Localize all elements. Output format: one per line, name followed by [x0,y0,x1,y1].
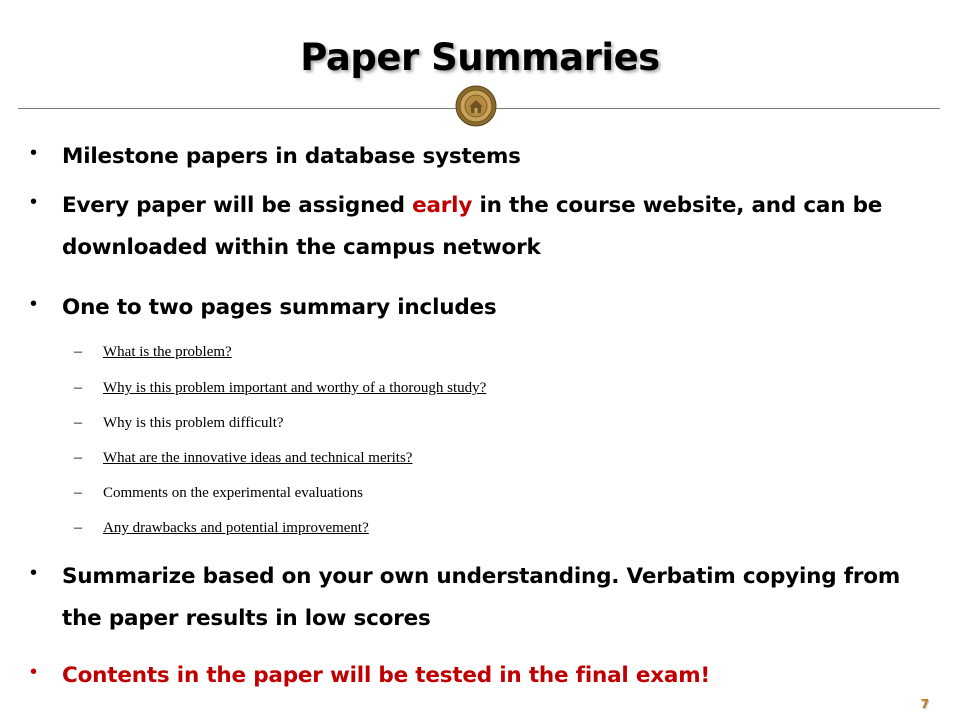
bullet-dot: • [30,191,38,213]
sub-list-item [74,412,774,436]
dash-marker: – [74,379,82,396]
bullet-text [62,185,932,269]
bullet-text-part: Every paper will be assigned [62,193,413,218]
bullet-text: Summarize based on your own understanding. Verbatim copying from the paper results in low scores [62,564,901,631]
emphasis-word: early [412,193,473,218]
dash-marker: – [74,519,82,536]
bullet-dot: • [30,142,38,164]
bullet-text-part: in the course website, and can be downloaded within the campus network [62,193,883,260]
dash-marker: – [74,343,82,360]
bullet-dot: • [30,562,38,584]
page-number: 7 [920,697,929,711]
bullet-dot: • [30,293,38,315]
dash-marker: – [74,484,82,501]
sub-item-text: What are the innovative ideas and technical merits? [103,450,413,466]
university-seal-icon [455,85,497,127]
bullet-text: One to two pages summary includes [62,295,497,320]
bullet-text: Milestone papers in database systems [62,144,521,169]
dash-marker: – [74,449,82,466]
sub-list-item [74,341,774,365]
sub-list-item [74,517,774,541]
sub-list-item [74,447,774,471]
sub-item-text: Any drawbacks and potential improvement? [103,520,369,536]
slide-title: Paper Summaries [300,36,660,79]
bullet-text: Contents in the paper will be tested in the final exam! [62,663,711,688]
sub-item-text: Why is this problem difficult? [103,415,284,431]
sub-item-text: Comments on the experimental evaluations [103,485,363,501]
sub-list-item [74,377,774,401]
sub-item-text: What is the problem? [103,344,232,360]
bullet-dot: • [30,661,38,683]
sub-item-text: Why is this problem important and worthy of a thorough study? [103,380,487,396]
sub-list-item [74,482,774,506]
dash-marker: – [74,414,82,431]
